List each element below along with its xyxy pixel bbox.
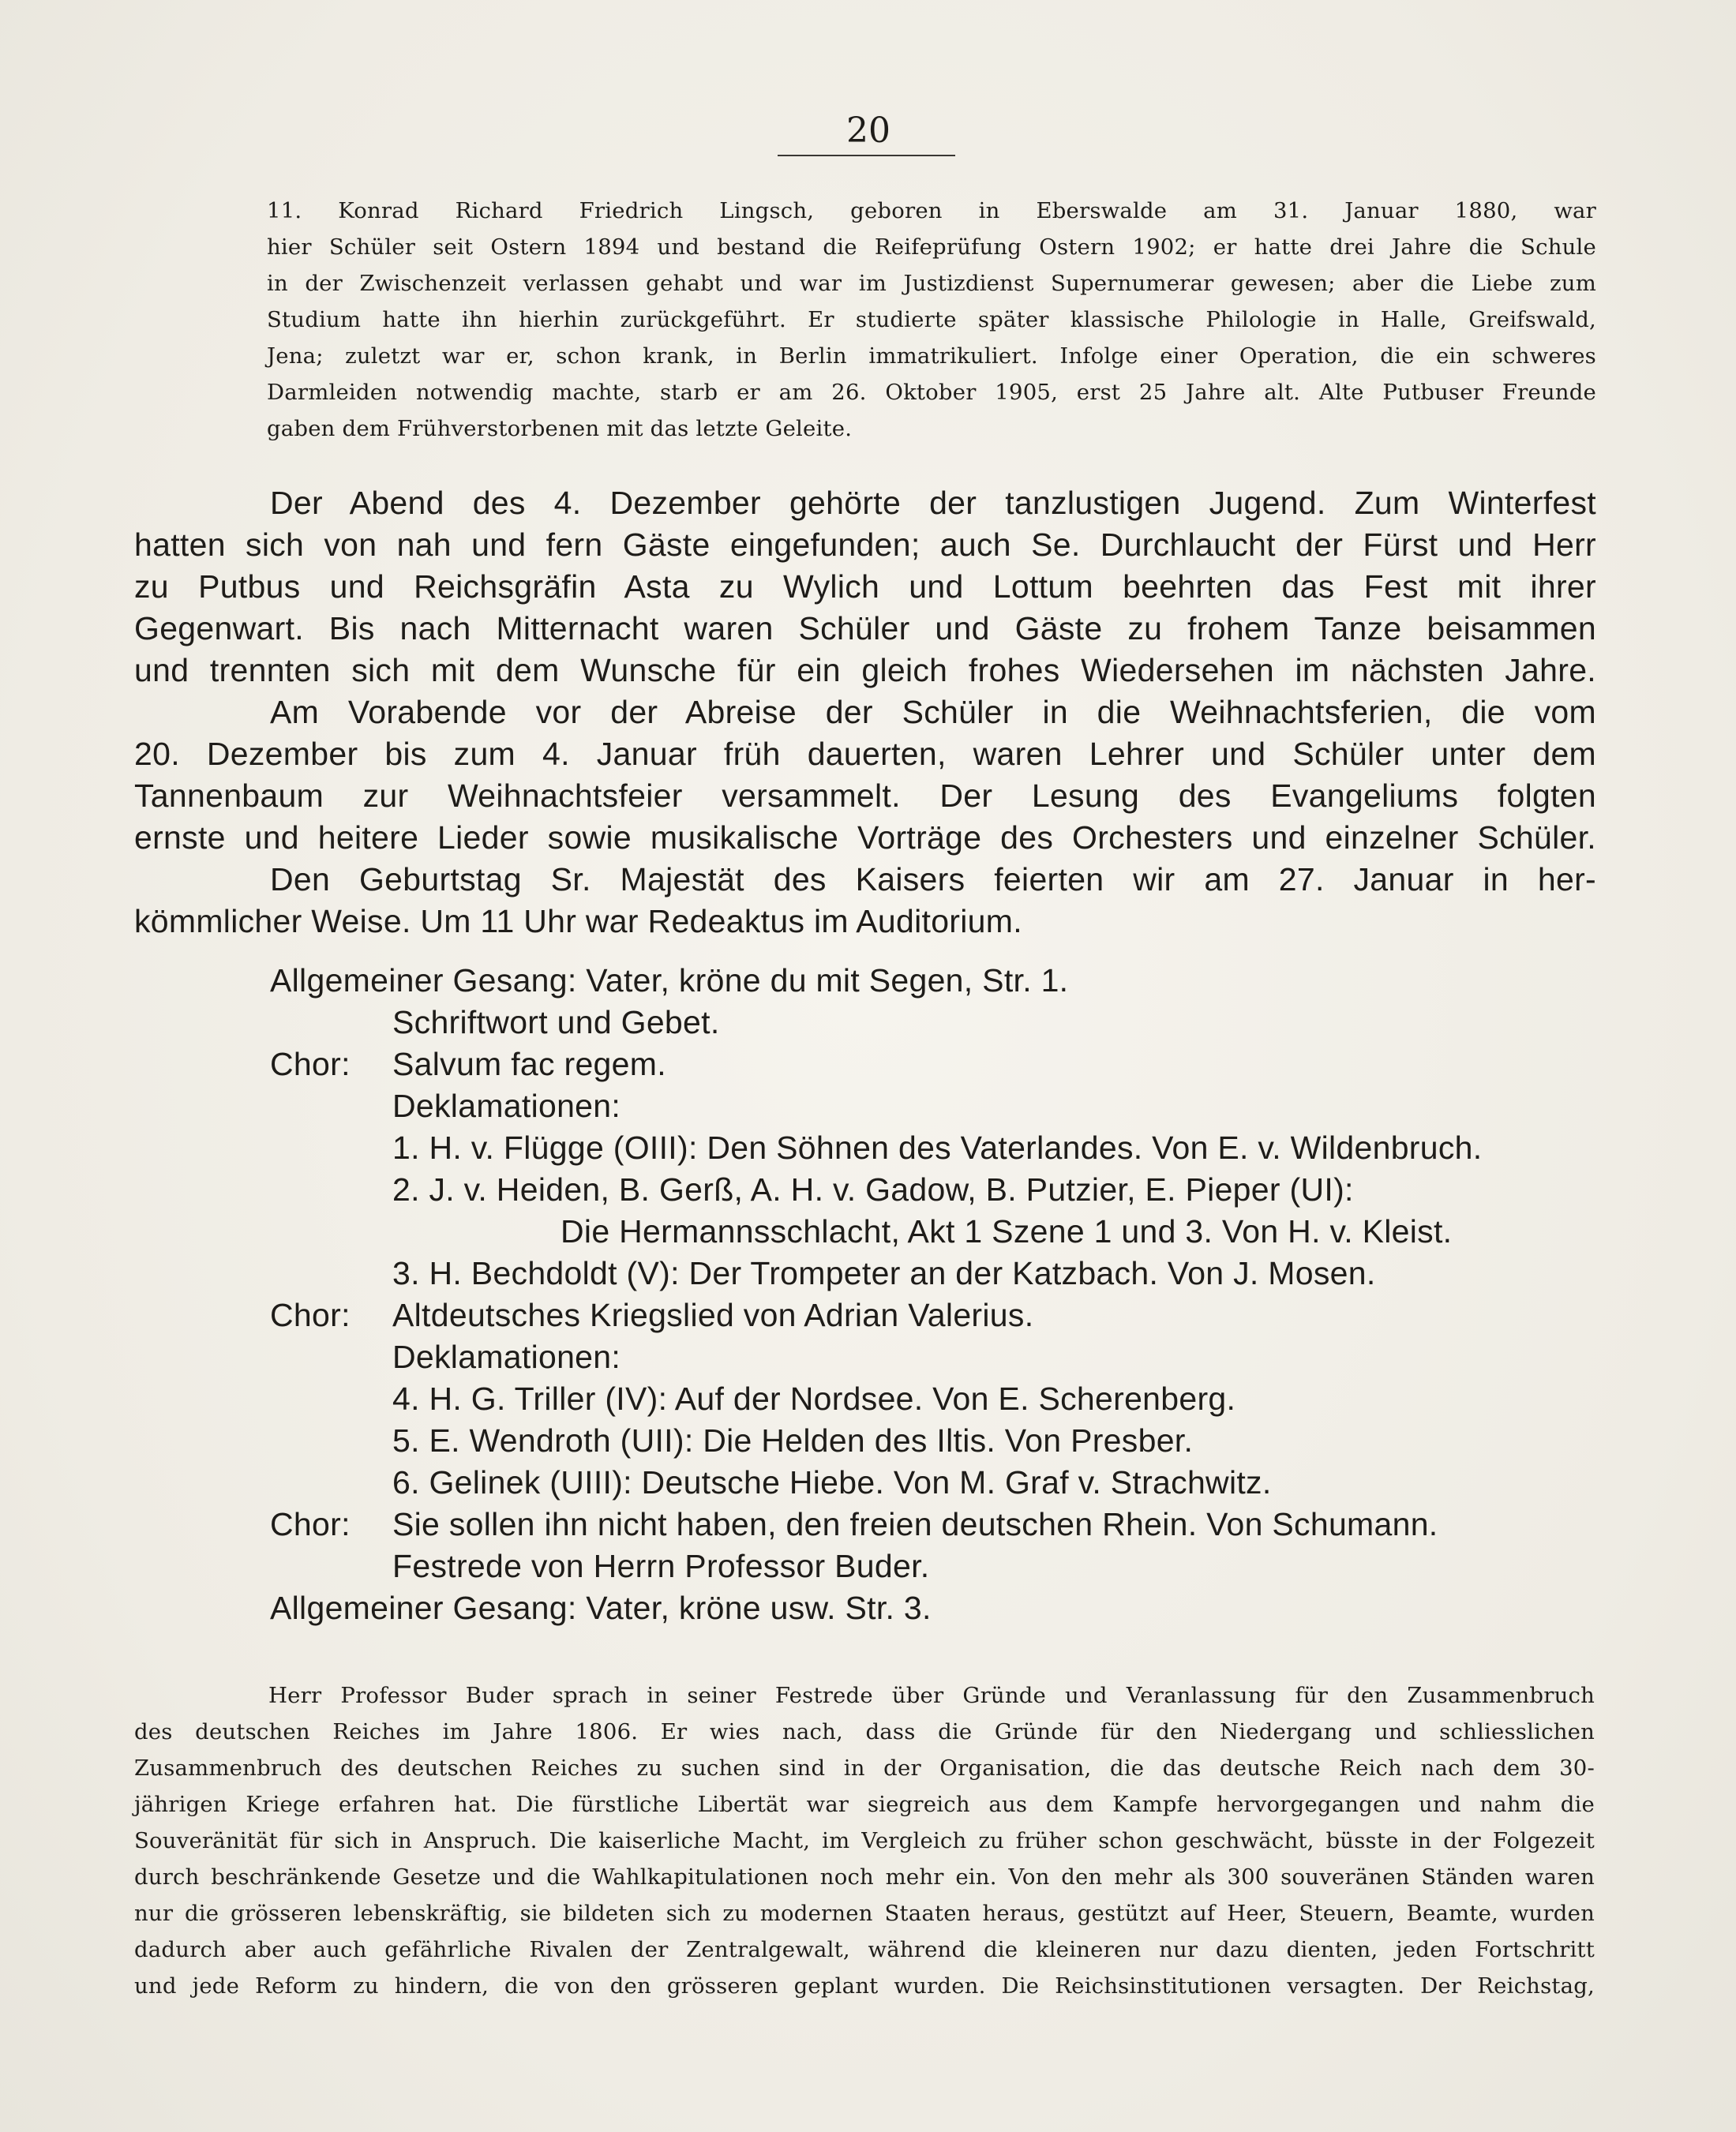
program-row bbox=[134, 1378, 1596, 1420]
biography-paragraph bbox=[267, 193, 1596, 447]
program-row bbox=[134, 1462, 1596, 1504]
program-row bbox=[134, 1587, 1596, 1629]
program-label: Chor: bbox=[270, 1506, 351, 1542]
program-row bbox=[134, 1420, 1596, 1462]
program-item: 6. Gelinek (UIII): Deutsche Hiebe. Von M. Graf v. Strachwitz. bbox=[392, 1464, 1272, 1501]
bio-line: hier Schüler seit Ostern 1894 und bestand die Reifeprüfung Ostern 1902; er hatte drei Jahre die Schule bbox=[267, 234, 1596, 260]
festrede-line: Zusammenbruch des deutschen Reiches zu suchen sind in der Organisation, die das deutsche Reich nach dem 30- bbox=[134, 1755, 1595, 1781]
program-row bbox=[134, 1295, 1596, 1336]
festrede-paragraph bbox=[134, 1677, 1595, 2004]
festrede-line: Herr Professor Buder sprach in seiner Festrede über Gründe und Veranlassung für den Zusammenbruch bbox=[268, 1683, 1595, 1708]
program-row bbox=[134, 960, 1596, 1002]
program-item: 1. H. v. Flügge (OIII): Den Söhnen des Vaterlandes. Von E. v. Wildenbruch. bbox=[392, 1130, 1483, 1166]
prose-line: Gegenwart. Bis nach Mitternacht waren Schüler und Gäste zu frohem Tanze beisammen bbox=[134, 610, 1596, 646]
prose-line: 20. Dezember bis zum 4. Januar früh dauerten, waren Lehrer und Schüler unter dem bbox=[134, 736, 1596, 772]
festrede-line: durch beschränkende Gesetze und die Wahlkapitulationen noch mehr ein. Von den mehr als 300 souveränen Ständen waren bbox=[134, 1864, 1595, 1890]
prose-line: Am Vorabende vor der Abreise der Schüler in die Weihnachtsferien, die vom bbox=[270, 694, 1596, 730]
bio-line: Darmleiden notwendig machte, starb er am 26. Oktober 1905, erst 25 Jahre alt. Alte Putbuser Freunde bbox=[267, 380, 1596, 405]
ceremony-program bbox=[134, 960, 1596, 1629]
festrede-line: dadurch aber auch gefährliche Rivalen der Zentralgewalt, während die kleineren nur dazu dienten, jeden Fortschritt bbox=[134, 1937, 1595, 1962]
bio-line: gaben dem Frühverstorbenen mit das letzte Geleite. bbox=[267, 416, 853, 441]
school-chronicle-paragraph bbox=[134, 482, 1596, 942]
program-item: Deklamationen: bbox=[392, 1088, 621, 1124]
festrede-line: nur die grösseren lebenskräftig, sie bildeten sich zu modernen Staaten heraus, gestützt auf Heer, Steuern, Beamte, wurden bbox=[134, 1901, 1595, 1926]
program-item: Festrede von Herrn Professor Buder. bbox=[392, 1548, 930, 1584]
program-row bbox=[134, 1253, 1596, 1295]
prose-line: Tannenbaum zur Weihnachtsfeier versammelt. Der Lesung des Evangeliums folgten bbox=[134, 777, 1596, 814]
program-item: Altdeutsches Kriegslied von Adrian Valerius. bbox=[392, 1297, 1034, 1333]
prose-line: und trennten sich mit dem Wunsche für ein gleich frohes Wiedersehen im nächsten Jahre. bbox=[134, 652, 1596, 688]
page-number: 20 bbox=[846, 111, 890, 151]
bio-line: Jena; zuletzt war er, schon krank, in Berlin immatrikuliert. Infolge einer Operation, die ein schweres bbox=[267, 343, 1596, 369]
program-row bbox=[134, 1002, 1596, 1044]
prose-line: ernste und heitere Lieder sowie musikalische Vorträge des Orchesters und einzelner Schüler. bbox=[134, 819, 1596, 856]
program-label: Chor: bbox=[270, 1046, 351, 1082]
bio-line: in der Zwischenzeit verlassen gehabt und war im Justizdienst Supernumerar gewesen; aber die Liebe zum bbox=[267, 271, 1596, 296]
program-item: Deklamationen: bbox=[392, 1339, 621, 1375]
program-item: 4. H. G. Triller (IV): Auf der Nordsee. Von E. Scherenberg. bbox=[392, 1381, 1236, 1417]
page-number-rule bbox=[778, 155, 955, 156]
program-row bbox=[134, 1127, 1596, 1169]
program-row bbox=[134, 1336, 1596, 1378]
program-row bbox=[134, 1546, 1596, 1587]
prose-line: Der Abend des 4. Dezember gehörte der tanzlustigen Jugend. Zum Winterfest bbox=[270, 485, 1596, 521]
program-row bbox=[134, 1211, 1596, 1253]
festrede-line: jährigen Kriege erfahren hat. Die fürstliche Libertät war siegreich aus dem Kampfe hervorgegangen und nahm die bbox=[134, 1792, 1595, 1817]
program-item: 2. J. v. Heiden, B. Gerß, A. H. v. Gadow, B. Putzier, E. Pieper (UI): bbox=[392, 1171, 1354, 1208]
festrede-line: des deutschen Reiches im Jahre 1806. Er wies nach, dass die Gründe für den Niedergang und schliesslichen bbox=[134, 1719, 1595, 1744]
festrede-line: und jede Reform zu hindern, die von den grösseren geplant wurden. Die Reichsinstitutionen versagten. Der Reichstag, bbox=[134, 1973, 1595, 1999]
program-item: Schriftwort und Gebet. bbox=[392, 1004, 720, 1040]
program-item: 3. H. Bechdoldt (V): Der Trompeter an der Katzbach. Von J. Mosen. bbox=[392, 1255, 1376, 1291]
prose-line: kömmlicher Weise. Um 11 Uhr war Redeaktus im Auditorium. bbox=[134, 903, 1022, 939]
bio-line: Studium hatte ihn hierhin zurückgeführt. Er studierte später klassische Philologie in Halle, Greifswald, bbox=[267, 307, 1596, 332]
prose-line: hatten sich von nah und fern Gäste eingefunden; auch Se. Durchlaucht der Fürst und Herr bbox=[134, 526, 1596, 563]
program-item: Sie sollen ihn nicht haben, den freien deutschen Rhein. Von Schumann. bbox=[392, 1506, 1438, 1542]
program-row bbox=[134, 1169, 1596, 1211]
program-label: Chor: bbox=[270, 1297, 351, 1333]
program-item: Allgemeiner Gesang: Vater, kröne du mit Segen, Str. 1. bbox=[270, 962, 1069, 999]
prose-line: zu Putbus und Reichsgräfin Asta zu Wylich und Lottum beehrten das Fest mit ihrer bbox=[134, 568, 1596, 605]
program-item: Salvum fac regem. bbox=[392, 1046, 666, 1082]
program-item: Allgemeiner Gesang: Vater, kröne usw. Str. 3. bbox=[270, 1590, 932, 1626]
festrede-line: Souveränität für sich in Anspruch. Die kaiserliche Macht, im Vergleich zu früher schon geschwächt, büsste in der Folgezeit bbox=[134, 1828, 1595, 1853]
program-item: Die Hermannsschlacht, Akt 1 Szene 1 und 3. Von H. v. Kleist. bbox=[561, 1213, 1453, 1250]
program-row bbox=[134, 1085, 1596, 1127]
bio-line: 11. Konrad Richard Friedrich Lingsch, geboren in Eberswalde am 31. Januar 1880, war bbox=[267, 198, 1596, 223]
prose-line: Den Geburtstag Sr. Majestät des Kaisers feierten wir am 27. Januar in her- bbox=[270, 861, 1596, 897]
program-item: 5. E. Wendroth (UII): Die Helden des Iltis. Von Presber. bbox=[392, 1422, 1194, 1459]
program-row bbox=[134, 1504, 1596, 1546]
program-row bbox=[134, 1044, 1596, 1085]
